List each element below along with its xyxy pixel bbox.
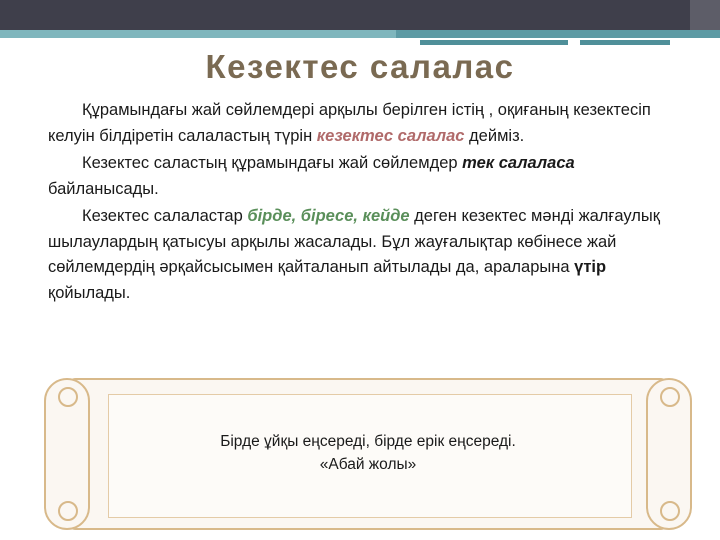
scroll-roll-hole-right-bottom — [660, 501, 680, 521]
scroll-roll-hole-left-bottom — [58, 501, 78, 521]
scroll-roll-hole-left-top — [58, 387, 78, 407]
quote-scroll-graphic — [44, 378, 692, 530]
quote-source: «Абай жолы» — [319, 456, 417, 474]
quote-block — [44, 430, 692, 477]
scroll-roll-hole-right-top — [660, 387, 680, 407]
paragraph-1 — [48, 98, 678, 149]
body-text-block — [48, 98, 678, 309]
paragraph-3-run-1: Кезектес салаластар — [82, 207, 248, 226]
page-title: Кезектес салалас — [205, 48, 515, 85]
paragraph-1-run-1: Құрамындағы жай сөйлемдері арқылы берілген істің , оқиғаның кезектесіп келуін білдіретін салаластың түрін — [48, 101, 651, 145]
paragraph-2-run-2-highlight: тек салаласа — [462, 154, 575, 173]
paragraph-3 — [48, 204, 678, 306]
paragraph-1-run-2-highlight: кезектес салалас — [316, 126, 465, 145]
top-decorative-band — [0, 0, 720, 30]
paragraph-2 — [48, 151, 678, 202]
top-band-edge — [690, 0, 720, 30]
paragraph-3-run-3: деген кезектес мәнді жалғаулық шылаулардың қатысуы арқылы жасалады. Бұл жауғалықтар көбінесе жай сөйлемдердің әрқайсысымен қайталанып айтылады да, араларына — [48, 207, 661, 277]
accent-bar-right — [580, 40, 670, 45]
paragraph-1-run-3: дейміз. — [464, 126, 525, 145]
paragraph-2-run-3: байланысады. — [48, 179, 159, 198]
accent-bar-left — [420, 40, 568, 45]
teal-underline-bar-light — [0, 30, 396, 38]
paragraph-3-run-4-highlight: үтір — [574, 258, 607, 277]
top-band-strip — [0, 0, 690, 30]
paragraph-3-run-2-highlight: бірде, біресе, кейде — [247, 207, 410, 226]
paragraph-2-run-1: Кезектес саластың құрамындағы жай сөйлемдер — [82, 154, 463, 173]
paragraph-3-run-5: қойылады. — [48, 283, 131, 302]
quote-text: Бірде ұйқы еңсереді, бірде ерік еңсереді. — [220, 433, 516, 450]
